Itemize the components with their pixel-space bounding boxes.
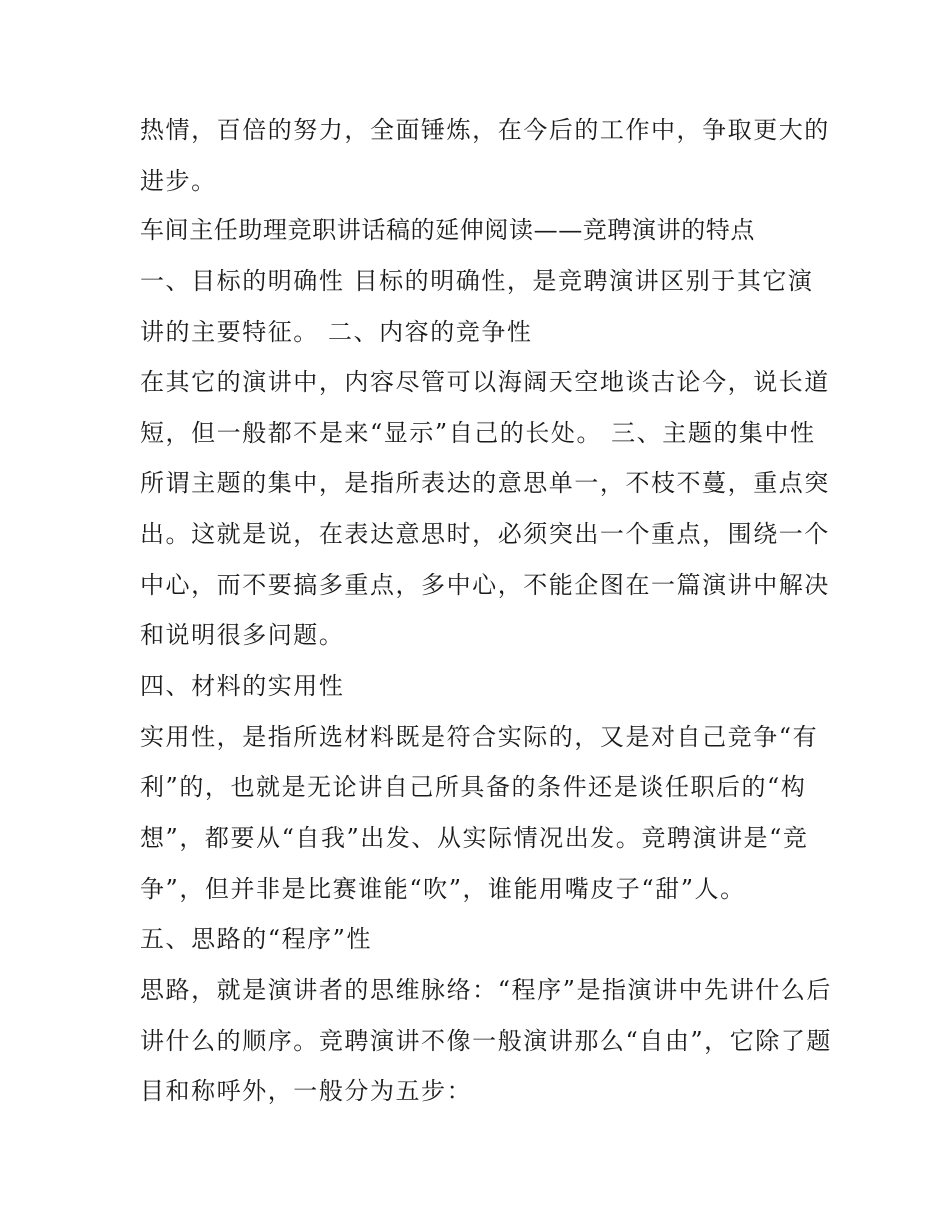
text-line: 实用性，是指所选材料既是符合实际的，又是对自己竞争“有	[140, 723, 819, 751]
text-line: 争”，但并非是比赛谁能“吹”，谁能用嘴皮子“甜”人。	[140, 875, 746, 903]
section-heading: 车间主任助理竞职讲话稿的延伸阅读——竞聘演讲的特点	[140, 216, 755, 244]
text-line: 热情，百倍的努力，全面锤炼，在今后的工作中，争取更大的	[140, 116, 830, 144]
text-line: 讲的主要特征。 二、内容的竞争性	[140, 318, 533, 346]
text-line: 想”，都要从“自我”出发、从实际情况出发。竞聘演讲是“竞	[140, 824, 809, 852]
text-line: 讲什么的顺序。竞聘演讲不像一般演讲那么“自由”，它除了题	[140, 1027, 832, 1055]
section-heading: 五、思路的“程序”性	[140, 925, 373, 953]
text-line: 短，但一般都不是来“显示”自己的长处。 三、主题的集中性	[140, 419, 816, 447]
text-line: 进步。	[140, 167, 217, 195]
text-line: 利”的，也就是无论讲自己所具备的条件还是谈任职后的“构	[140, 773, 807, 801]
text-line: 和说明很多问题。	[140, 621, 345, 649]
text-line: 中心，而不要搞多重点，多中心，不能企图在一篇演讲中解决	[140, 571, 830, 599]
text-line: 出。这就是说，在表达意思时，必须突出一个重点，围绕一个	[140, 520, 830, 548]
text-line: 一、目标的明确性 目标的明确性，是竞聘演讲区别于其它演	[140, 267, 814, 295]
text-line: 思路，就是演讲者的思维脉络：“程序”是指演讲中先讲什么后	[140, 976, 832, 1004]
section-heading: 四、材料的实用性	[140, 672, 345, 700]
text-line: 所谓主题的集中，是指所表达的意思单一，不枝不蔓，重点突	[140, 469, 830, 497]
text-line: 在其它的演讲中，内容尽管可以海阔天空地谈古论今，说长道	[140, 368, 830, 396]
text-line: 目和称呼外，一般分为五步：	[140, 1077, 473, 1105]
